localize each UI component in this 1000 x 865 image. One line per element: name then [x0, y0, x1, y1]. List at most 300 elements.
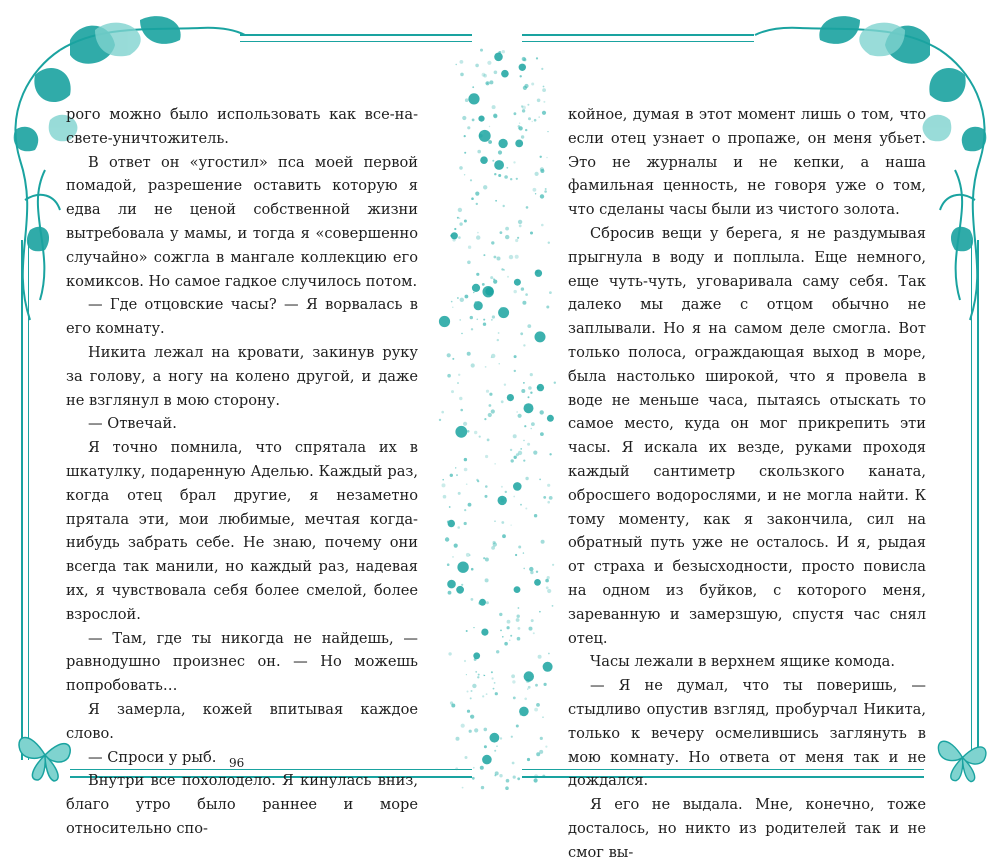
splash-dot — [467, 710, 470, 713]
splash-dot — [497, 339, 499, 341]
splash-dot — [517, 637, 521, 641]
splash-dot — [486, 390, 489, 393]
splash-dot — [462, 787, 464, 789]
splash-dot — [468, 503, 472, 507]
splash-dot — [461, 333, 462, 334]
splash-dot — [467, 352, 471, 356]
splash-dot — [480, 156, 488, 164]
splash-dot — [451, 232, 458, 239]
splash-dot — [509, 255, 513, 259]
splash-dot — [487, 61, 491, 65]
splash-dot — [518, 607, 520, 609]
splash-dot — [503, 269, 505, 271]
splash-dot — [464, 152, 466, 154]
splash-dot — [472, 777, 475, 780]
paragraph: Никита лежал на кровати, закинув руку за голову, а ногу на колено другой, и даже не взглянул в мою сторону. — [66, 343, 418, 409]
splash-dot — [464, 468, 468, 472]
splash-dot — [458, 374, 460, 376]
splash-dot — [489, 393, 492, 396]
splash-dot — [499, 774, 502, 777]
splash-dot — [450, 701, 453, 704]
splash-dot — [492, 105, 496, 109]
splash-dot — [448, 652, 451, 655]
splash-dot — [499, 613, 502, 616]
splash-dot — [472, 684, 476, 688]
splash-dot — [448, 591, 452, 595]
splash-dot — [482, 283, 485, 286]
splash-dot — [485, 81, 489, 85]
splash-dot — [460, 73, 464, 77]
splash-dot — [476, 235, 480, 239]
splash-dot — [511, 736, 513, 738]
splash-dot — [499, 363, 500, 364]
splash-dot — [500, 630, 502, 632]
splash-dot — [464, 135, 466, 137]
splash-dot — [501, 521, 504, 524]
splash-dot — [501, 486, 503, 488]
splash-dot — [467, 126, 470, 129]
splash-dot — [456, 64, 457, 65]
splash-dot — [513, 697, 516, 700]
splash-dot — [515, 255, 519, 259]
splash-dot — [472, 86, 474, 88]
splash-dot — [502, 534, 506, 538]
splash-dot — [458, 236, 461, 239]
splash-dot — [491, 409, 495, 413]
splash-dot — [459, 319, 461, 321]
splash-dot — [480, 49, 483, 52]
splash-dot — [457, 297, 459, 299]
splash-dot — [522, 57, 526, 61]
splash-dot — [475, 192, 479, 196]
splash-dot — [460, 60, 464, 64]
splash-dot — [521, 287, 524, 290]
left-page — [0, 0, 470, 837]
splash-dot — [442, 479, 444, 481]
splash-dot — [491, 546, 495, 550]
splash-dot — [456, 586, 464, 594]
splash-dot — [454, 228, 456, 230]
splash-dot — [526, 206, 529, 209]
splash-dot — [522, 301, 526, 305]
splash-dot — [439, 419, 441, 421]
splash-dot — [496, 746, 497, 747]
splash-dot — [449, 506, 451, 508]
splash-dot — [520, 448, 522, 450]
splash-dot — [494, 521, 495, 522]
splash-dot — [483, 254, 485, 256]
splash-dot — [504, 175, 508, 179]
splash-dot — [478, 602, 481, 605]
splash-dot — [466, 553, 470, 557]
splash-dot — [452, 358, 454, 360]
splash-dot — [475, 671, 477, 673]
splash-dot — [495, 200, 497, 202]
splash-dot — [525, 508, 527, 510]
splash-dot — [481, 786, 484, 789]
splash-dot — [454, 544, 458, 548]
splash-dot — [525, 477, 528, 480]
splash-dot — [473, 767, 475, 769]
splash-dot — [471, 568, 474, 571]
splash-dot — [511, 525, 512, 526]
splash-dot — [517, 411, 518, 412]
left-frame-top-line — [240, 34, 472, 36]
splash-dot — [523, 460, 525, 462]
splash-dot — [485, 578, 489, 582]
splash-dot — [455, 767, 458, 770]
splash-dot — [517, 777, 520, 780]
splash-dot — [510, 635, 512, 637]
splash-dot — [482, 755, 492, 765]
splash-dot — [485, 366, 487, 368]
splash-dot — [457, 217, 459, 219]
splash-dot — [469, 730, 472, 733]
splash-dot — [482, 73, 486, 77]
splash-dot — [498, 496, 507, 505]
splash-dot — [493, 114, 497, 118]
splash-dot — [522, 109, 525, 112]
splash-dot — [470, 179, 472, 181]
splash-dot — [481, 629, 488, 636]
splash-dot — [491, 354, 495, 358]
paragraph: Я его не выдала. Мне, конечно, тоже досталось, но никто из родителей так и не смог вы- — [568, 796, 926, 861]
splash-dot — [483, 323, 486, 326]
splash-dot — [447, 521, 450, 524]
splash-dot — [476, 203, 478, 205]
splash-dot — [473, 652, 480, 659]
splash-dot — [496, 650, 499, 653]
splash-dot — [487, 439, 490, 442]
splash-dot — [502, 50, 505, 53]
splash-dot — [484, 418, 486, 420]
splash-dot — [505, 491, 507, 493]
splash-dot — [477, 319, 479, 321]
splash-dot — [514, 456, 517, 459]
splash-dot — [516, 618, 520, 622]
splash-dot — [524, 425, 526, 427]
splash-dot — [466, 630, 468, 632]
splash-dot — [517, 615, 520, 618]
splash-dot — [489, 404, 492, 407]
splash-dot — [497, 257, 501, 261]
splash-dot — [516, 453, 519, 456]
splash-dot — [441, 411, 444, 414]
splash-dot — [477, 676, 479, 678]
splash-dot — [518, 125, 521, 128]
splash-dot — [451, 390, 454, 393]
butterfly-icon — [930, 725, 995, 790]
splash-dot — [504, 384, 506, 386]
splash-dot — [515, 554, 517, 556]
splash-dot — [522, 106, 526, 110]
splash-dot — [513, 482, 522, 491]
splash-dot — [512, 762, 515, 765]
splash-dot — [498, 139, 507, 148]
splash-dot — [484, 728, 488, 732]
splash-dot — [456, 474, 458, 476]
paragraph: В ответ он «угостил» пса моей первой помадой, разрешение оставить которую я едва ли не ценой собственной жизни вытребовала у мамы, и тогда я «совершенно случайно» сожгла в мангале коллекцию его комиксов. Но самое гадкое случилось потом. — [66, 153, 418, 290]
paragraph: Я точно помнила, что спрятала их в шкатулку, подаренную Аделью. Каждый раз, когда отец брал другие, я незаметно прятала эти, мои любимые, мечтая когда-нибудь забрать себе. Не знаю, почему они всегда так манили, но каждый раз, надевая их, я чувствовала себя более смелой, более взрослой. — [66, 439, 418, 623]
splash-dot — [523, 382, 525, 384]
splash-dot — [443, 495, 447, 499]
splash-dot — [494, 160, 504, 170]
splash-dot — [493, 688, 495, 690]
splash-dot — [483, 675, 485, 677]
splash-dot — [489, 80, 493, 84]
splash-dot — [521, 389, 525, 393]
splash-dot — [502, 636, 504, 638]
splash-dot — [467, 430, 470, 433]
page-number: 96 — [229, 756, 245, 770]
splash-dot — [507, 620, 511, 624]
splash-dot — [494, 774, 496, 776]
splash-dot — [492, 677, 494, 679]
splash-dot — [460, 298, 464, 302]
splash-dot — [527, 688, 528, 689]
splash-dot — [470, 316, 473, 319]
splash-dot — [459, 218, 460, 219]
right-frame-top-line — [522, 34, 754, 36]
splash-dot — [479, 130, 491, 142]
splash-dot — [442, 483, 446, 487]
splash-dot — [492, 160, 494, 162]
splash-dot — [510, 178, 512, 180]
splash-dot — [495, 692, 498, 695]
splash-dot — [494, 682, 496, 684]
paragraph: — Спроси у рыб. — [88, 748, 217, 766]
splash-dot — [473, 627, 474, 628]
splash-dot — [445, 537, 449, 541]
splash-dot — [493, 541, 496, 544]
splash-dot — [471, 363, 475, 367]
paragraph: — Отвечай. — [88, 415, 177, 433]
paragraph: Сбросив вещи у берега, я не раздумывая прыгнула в воду и поплыла. Еще немного, еще чуть-чуть, уговаривала саму себя. Так далеко мы даже с отцом обычно не заплывали. Но я на самом деле смогла. Вот только полоса, ограждающая выход в море, была настолько широкой, что я провела в воде не меньше часа, пытаясь отыскать то самое место, куда он мог прикрепить эти часы. Я искала их везде, руками проходя каждый сантиметр скользкого каната, обросшего водорослями, и не могла найти. К тому моменту, как я закончила, сил на обратный путь уже не осталось. И я, рыдая от страха и безысходности, просто повисла на одном из буйков, с которого меня, зареванную и замерзшую, спустя час снял отец. — [568, 224, 926, 647]
splash-dot — [476, 273, 479, 276]
splash-dot — [507, 276, 509, 278]
splash-dot — [501, 400, 504, 403]
splash-dot — [483, 319, 485, 321]
right-page — [530, 0, 1000, 861]
splash-dot — [490, 733, 500, 743]
splash-dot — [494, 173, 496, 175]
splash-dot — [519, 225, 522, 228]
splash-dot — [474, 728, 478, 732]
splash-dot — [500, 737, 502, 739]
splash-dot — [468, 93, 479, 104]
splash-dot — [467, 261, 471, 265]
splash-dot — [498, 150, 502, 154]
splash-dot — [458, 208, 462, 212]
splash-dot — [477, 232, 479, 234]
splash-dot — [484, 745, 487, 748]
splash-dot — [478, 674, 480, 676]
splash-dot — [513, 161, 515, 163]
splash-dot — [479, 436, 481, 438]
splash-dot — [470, 715, 471, 716]
splash-dot — [500, 307, 503, 310]
splash-dot — [460, 409, 463, 412]
right-page-text — [568, 103, 926, 865]
splash-dot — [511, 674, 515, 678]
splash-dot — [461, 724, 465, 728]
splash-dot — [471, 328, 473, 330]
splash-dot — [472, 119, 475, 122]
splash-dot — [518, 627, 521, 630]
splash-dot — [515, 140, 523, 148]
splash-dot — [500, 231, 503, 234]
splash-dot — [457, 526, 460, 529]
splash-dot — [524, 698, 527, 701]
splash-dot — [520, 332, 523, 335]
splash-dot — [518, 220, 522, 224]
splash-dot — [505, 227, 509, 231]
splash-dot — [483, 185, 487, 189]
splash-dot — [512, 680, 515, 683]
splash-dot — [498, 307, 509, 318]
splash-dot — [447, 374, 451, 378]
splash-dot — [492, 315, 495, 318]
splash-dot — [509, 640, 510, 641]
splash-dot — [461, 584, 463, 586]
splash-dot — [471, 598, 474, 601]
splash-dot — [494, 71, 498, 75]
splash-dot — [490, 276, 493, 279]
splash-dot — [455, 426, 467, 438]
splash-dot — [474, 431, 477, 434]
splash-dot — [524, 84, 528, 88]
splash-dot — [466, 674, 467, 675]
splash-dot — [447, 563, 450, 566]
splash-dot — [489, 126, 490, 127]
splash-dot — [511, 459, 514, 462]
paragraph: койное, думая в этот момент лишь о том, что если отец узнает о пропаже, он меня убьет. Это не журналы и не кепки, а наша фамильная ценность, не говоря уже о том, что сделаны часы были из чистого золота. — [568, 106, 926, 219]
splash-dot — [483, 286, 494, 297]
paragraph: — Где отцовские часы? — Я ворвалась в его комнату. — [66, 296, 418, 338]
splash-dot — [470, 697, 472, 699]
splash-dot — [458, 492, 461, 495]
splash-dot — [488, 140, 492, 144]
splash-dot — [494, 256, 497, 259]
splash-dot — [510, 449, 512, 451]
splash-dot — [505, 786, 509, 790]
splash-dot — [447, 353, 451, 357]
splash-dot — [519, 64, 526, 71]
splash-dot — [514, 112, 517, 115]
splash-dot — [519, 123, 520, 124]
splash-dot — [514, 586, 521, 593]
splash-dot — [473, 285, 477, 289]
splash-dot — [507, 394, 514, 401]
splash-dot — [518, 414, 522, 418]
splash-dot — [478, 116, 484, 122]
splash-dot — [452, 556, 454, 558]
splash-dot — [488, 413, 492, 417]
splash-dot — [513, 776, 516, 779]
splash-dot — [462, 116, 466, 120]
splash-dot — [491, 671, 493, 673]
splash-dot — [471, 690, 473, 692]
splash-dot — [457, 382, 459, 384]
splash-dot — [486, 601, 489, 604]
splash-dot — [516, 725, 519, 728]
splash-dot — [515, 239, 518, 242]
splash-dot — [464, 509, 466, 511]
splash-dot — [465, 98, 469, 102]
splash-dot — [480, 766, 484, 770]
splash-dot — [463, 422, 467, 426]
splash-dot — [485, 485, 488, 488]
splash-dot — [452, 307, 453, 308]
splash-dot — [459, 222, 462, 225]
splash-dot — [514, 370, 516, 372]
splash-dot — [481, 131, 484, 134]
splash-dot — [475, 301, 478, 304]
splash-dot — [450, 474, 453, 477]
splash-dot — [504, 642, 508, 646]
splash-dot — [451, 301, 453, 303]
splash-dot — [498, 332, 500, 334]
paragraph: Внутри все похолодело. Я кинулась вниз, благо утро было раннее и море относительно спо- — [66, 772, 418, 837]
splash-dot — [501, 70, 509, 78]
splash-dot — [523, 552, 524, 553]
splash-dot — [495, 463, 496, 464]
splash-dot — [477, 480, 479, 482]
splash-dot — [491, 241, 494, 244]
paragraph: рого можно было использовать как все-на-свете-уничтожитель. — [66, 106, 418, 147]
splash-dot — [503, 205, 505, 207]
splash-dot — [482, 695, 484, 697]
splash-dot — [521, 135, 524, 138]
splash-dot — [439, 316, 450, 327]
splash-dot — [475, 64, 479, 68]
splash-dot — [465, 756, 468, 759]
splash-dot — [459, 166, 463, 170]
splash-dot — [464, 174, 465, 175]
paragraph: Часы лежали в верхнем ящике комода. — [590, 653, 895, 671]
splash-dot — [491, 319, 492, 320]
splash-dot — [464, 522, 467, 525]
splash-dot — [471, 197, 474, 200]
splash-dot — [518, 546, 521, 549]
splash-dot — [485, 558, 489, 562]
splash-dot — [514, 279, 521, 286]
splash-dot — [447, 580, 456, 589]
splash-dot — [523, 344, 525, 346]
splash-dot — [506, 167, 508, 169]
splash-dot — [486, 693, 488, 695]
splash-dot — [498, 174, 501, 177]
splash-dot — [477, 150, 481, 154]
splash-dot — [525, 129, 527, 131]
right-frame-top-line-inner — [522, 41, 754, 42]
splash-dot — [523, 440, 524, 441]
splash-dot — [464, 660, 466, 662]
splash-dot — [507, 626, 510, 629]
splash-dot — [523, 568, 525, 570]
splash-dot — [457, 562, 468, 573]
splash-dot — [485, 495, 488, 498]
splash-dot — [485, 455, 488, 458]
splash-dot — [466, 483, 468, 485]
splash-dot — [513, 434, 517, 438]
paragraph: — Я не думал, что ты поверишь, — стыдливо опустив взгляд, пробурчал Никита, только к вечеру осмелившись заглянуть в мою комнату. Но ответа от меня так и не дождался. — [568, 677, 926, 790]
paragraph: Я замерла, кожей впитывая каждое слово. — [66, 700, 418, 742]
splash-dot — [493, 278, 495, 280]
splash-dot — [459, 397, 462, 400]
splash-dot — [513, 496, 515, 498]
splash-dot — [520, 713, 523, 716]
